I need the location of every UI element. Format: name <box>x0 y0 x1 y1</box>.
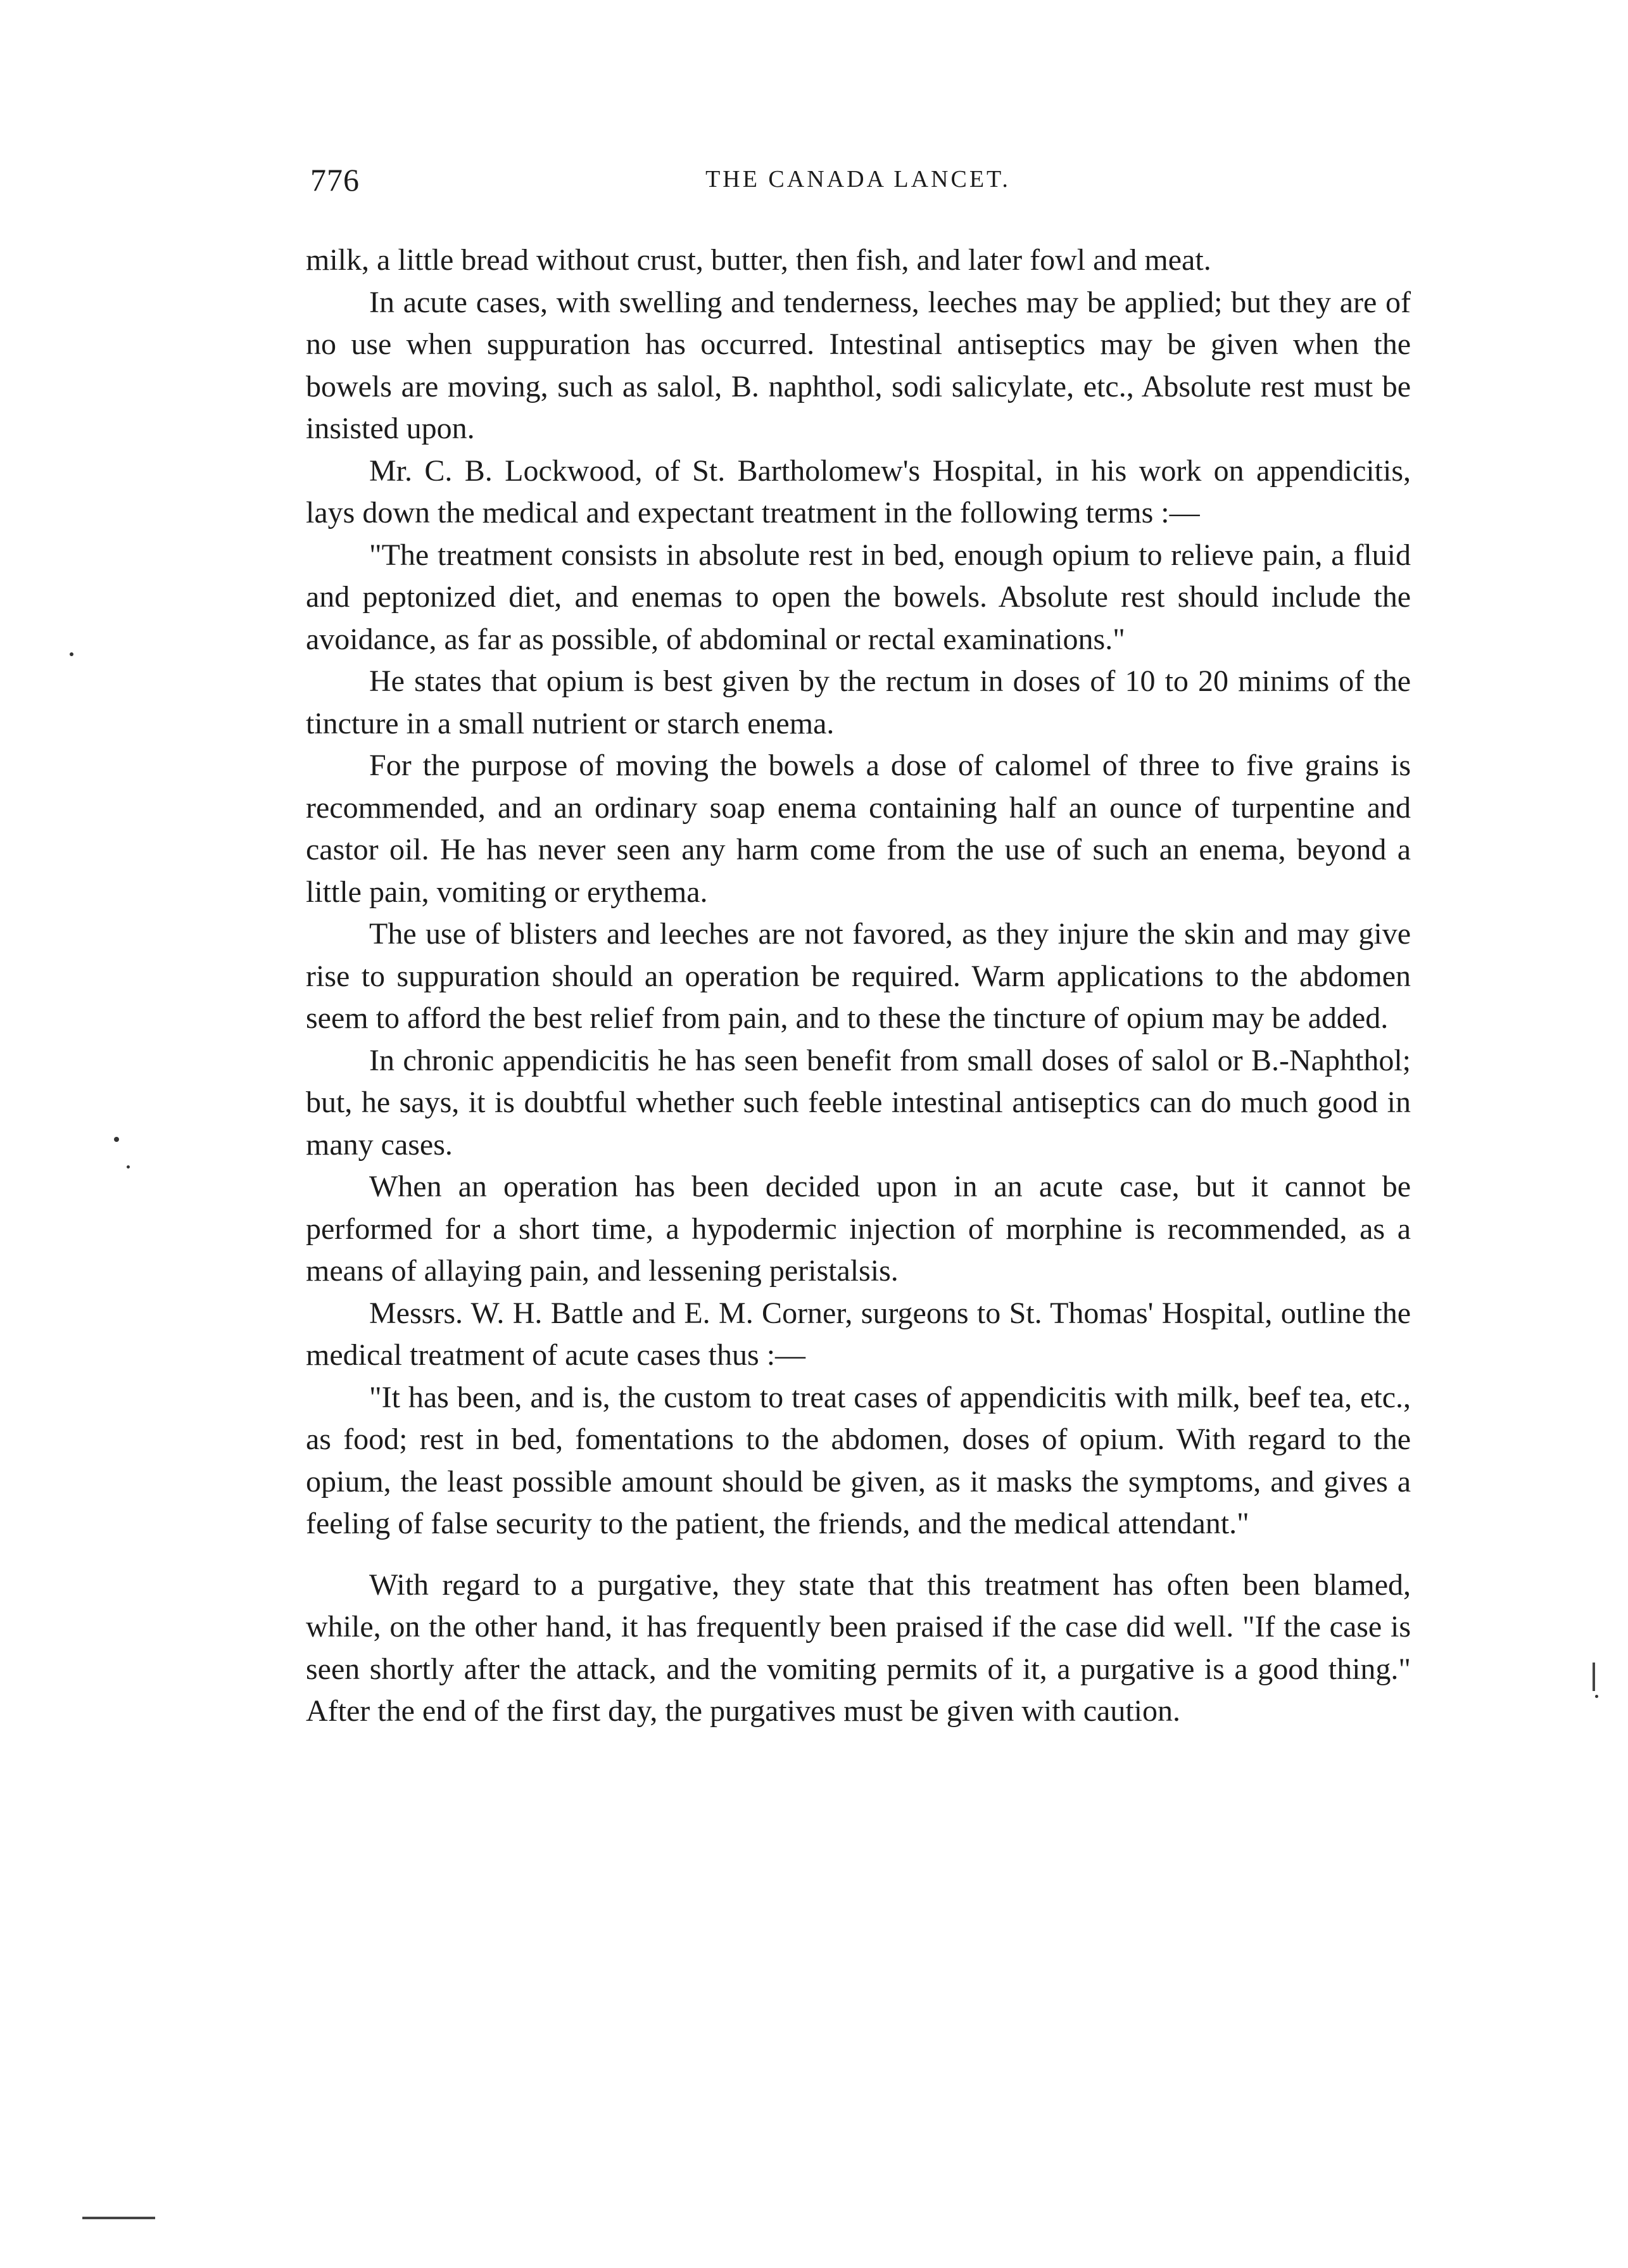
scan-speck <box>1595 1695 1598 1698</box>
block-quote: "The treatment consists in absolute rest in bed, enough opium to relieve pain, a fluid and peptonized diet, and enemas to open the bowels. Absolute rest should include the avoidance, as far as possible, of abdominal or rectal examinations." <box>306 538 1411 656</box>
body-text <box>306 239 1411 1733</box>
scan-speck <box>70 652 73 656</box>
paragraph: He states that opium is best given by the rectum in doses of 10 to 20 minims of the tincture in a small nutrient or starch enema. <box>306 664 1411 740</box>
block-quote: "It has been, and is, the custom to treat cases of appendicitis with milk, beef tea, etc., as food; rest in bed, fomentations to the abdomen, doses of opium. With regard to the opium, the least possible amount should be given, as it masks the symptoms, and gives a feeling of false security to the patient, the friends, and the medical attendant." <box>306 1380 1411 1540</box>
paragraph: For the purpose of moving the bowels a dose of calomel of three to five grains is recommended, and an ordinary soap enema containing half an ounce of turpentine and castor oil. He has never seen any harm come from the use of such an enema, beyond a little pain, vomiting or erythema. <box>306 749 1411 909</box>
paragraph: In chronic appendicitis he has seen benefit from small doses of salol or B.-Naphthol; but, he says, it is doubtful whether such feeble intestinal antiseptics can do much good in many cases. <box>306 1043 1411 1162</box>
scan-speck <box>114 1137 119 1142</box>
paragraph: With regard to a purgative, they state that this treatment has often been blamed, while, on the other hand, it has frequently been praised if the case did well. "If the case is seen shortly after the attack, and the vomiting permits of it, a purgative is a good thing." After the end of the first day, the purgatives must be given with caution. <box>306 1568 1411 1728</box>
running-head: THE CANADA LANCET. <box>705 166 1011 193</box>
paragraph: In acute cases, with swelling and tenderness, leeches may be applied; but they are of no use when suppuration has occurred. Intestinal antiseptics may be given when the bowels are moving, such as salol, B. naphthol, sodi salicylate, etc., Absolute rest must be insisted upon. <box>306 285 1411 445</box>
scan-speck <box>127 1165 130 1169</box>
paragraph: When an operation has been decided upon in an acute case, but it cannot be performed for a short time, a hypodermic injection of morphine is recommended, as a means of allaying pain, and lessening peristalsis. <box>306 1170 1411 1288</box>
paragraph: Messrs. W. H. Battle and E. M. Corner, surgeons to St. Thomas' Hospital, outline the medical treatment of acute cases thus :— <box>306 1296 1411 1372</box>
paragraph: The use of blisters and leeches are not favored, as they injure the skin and may give rise to suppuration should an operation be required. Warm applications to the abdomen seem to afford the best relief from pain, and to these the tincture of opium may be added. <box>306 917 1411 1035</box>
scan-mark <box>1593 1663 1595 1691</box>
page-number: 776 <box>310 162 360 198</box>
paragraph: Mr. C. B. Lockwood, of St. Bartholomew's Hospital, in his work on appendicitis, lays down the medical and expectant treatment in the following terms :— <box>306 453 1411 529</box>
paragraph: milk, a little bread without crust, butter, then fish, and later fowl and meat. <box>306 243 1211 277</box>
page-header <box>310 162 1406 206</box>
scan-mark <box>82 2217 155 2219</box>
